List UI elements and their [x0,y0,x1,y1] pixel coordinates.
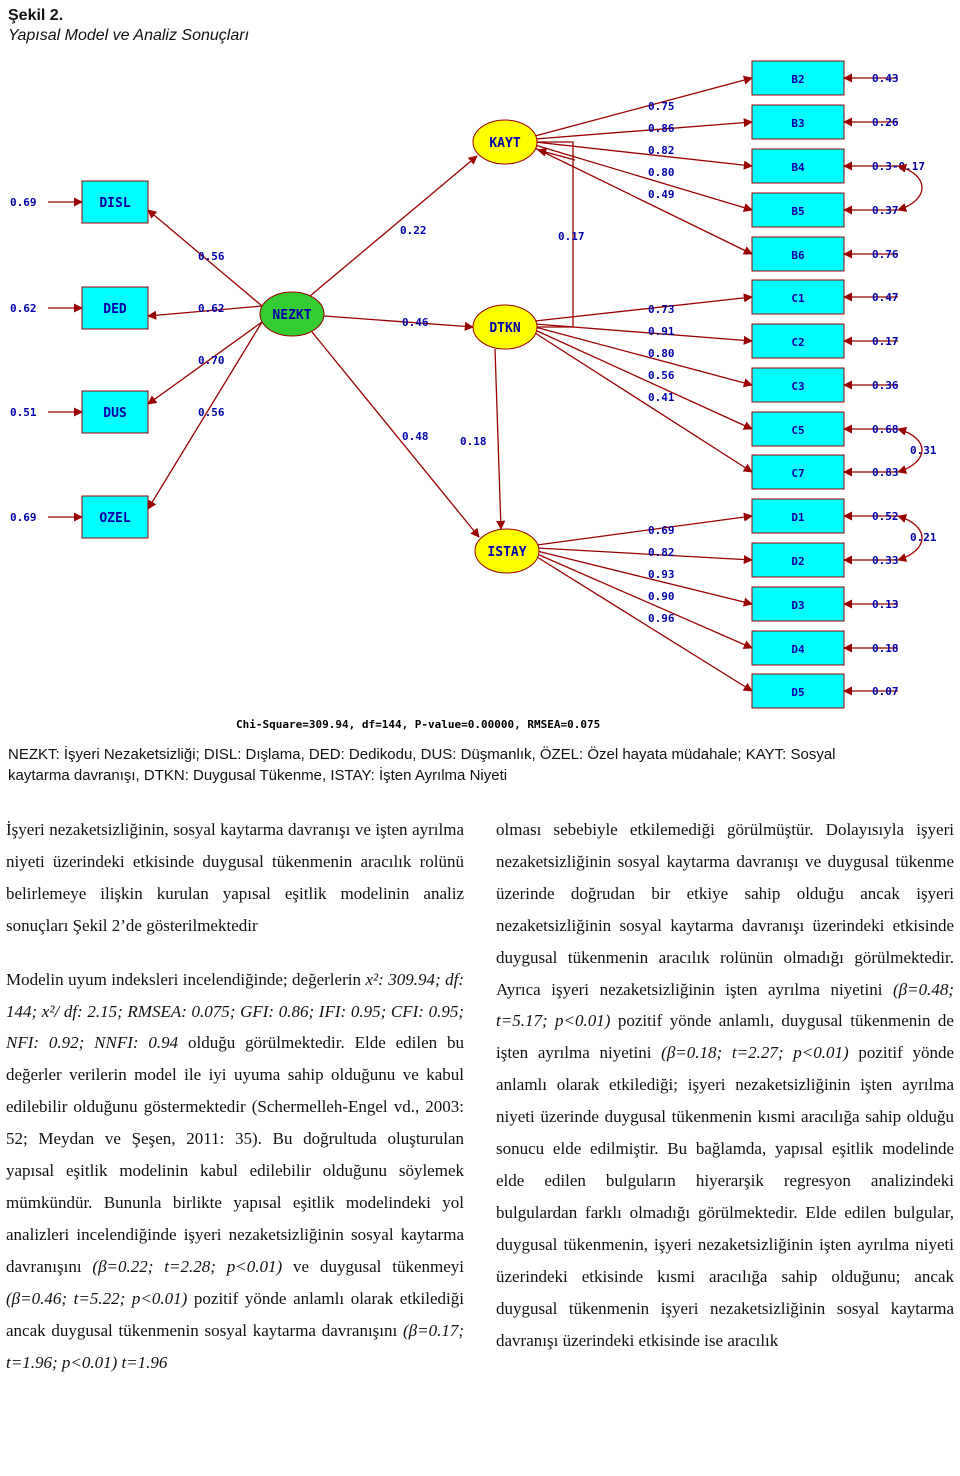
fit-conclusion: olduğu görülmektedir. Elde edilen bu değerler verilerin model ile iyi uyuma sahip olduğunu ve kabul edilebilir olduğunu göstermektedir (Schermelleh-Engel vd., 2003: 52; Meydan ve Şeşen, 2011: 35). Bu doğrultuda oluşturulan yapısal eşitlik modelinin kabul edilebilir olduğunu söylemek mümkündür. Bununla birlikte yapısal eşitlik modelindeki yol analizleri incelendiğinde işyeri nezaketsizliğinin sosyal kaytarma davranışını [6,1033,464,1276]
error-value-ded: 0.62 [10,302,37,315]
indicator-label-d4: D4 [791,643,805,656]
path-value-nezkt-kayt: 0.22 [400,224,427,237]
latent-label-kayt: KAYT [489,136,521,151]
indicator-label-ded: DED [103,302,127,317]
stat-kayt: (β=0.22; t=2.28; p<0.01) [92,1256,283,1276]
latent-label-dtkn: DTKN [489,321,521,336]
path-value-nezkt-dtkn: 0.46 [402,316,429,329]
loading-value-dtkn-5: 0.41 [648,391,675,404]
loading-value-istay-3: 0.93 [648,568,675,581]
stat-istay: (β=0.48; t=5.17; p<0.01) [496,979,954,1031]
loading-arrow-c5 [535,330,752,429]
path-nezkt-istay [312,332,479,537]
loading-value-dtkn-2: 0.91 [648,325,675,338]
paragraph-1: İşyeri nezaketsizliğinin, sosyal kaytarma davranışı ve işten ayrılma niyeti üzerindeki etkisinde duygusal tükenmenin aracılık rolünü belirlemeye ilişkin kurulan yapısal eşitlik modelinin analiz sonuçları Şekil 2’de gösterilmektedir [6,820,464,935]
loading-arrow-d4 [537,554,752,648]
figure-subtitle: Yapısal Model ve Analiz Sonuçları [8,27,250,44]
indicator-label-d2: D2 [791,555,805,568]
sem-path-diagram [0,50,960,740]
error-value-d4: 0.18 [872,642,899,655]
indicator-label-d5: D5 [791,686,805,699]
error-value-dus: 0.51 [10,406,37,419]
loading-arrow-b2 [535,78,752,136]
indicator-label-c5: C5 [791,424,805,437]
error-value-d1: 0.52 [872,510,899,523]
indicator-label-c3: C3 [791,380,805,393]
text-right-c: pozitif yönde anlamlı, duygusal tükenmenin de işten ayrılma niyetini [496,1011,954,1063]
error-value-b2: 0.43 [872,72,899,85]
caption-line-1: NEZKT: İşyeri Nezaketsizliği; DISL: Dışlama, DED: Dedikodu, DUS: Düşmanlık, ÖZEL: Özel hayata müdahale; KAYT: Sosyal [8,746,836,763]
left-text-column [6,814,464,1378]
loading-value-dtkn-3: 0.80 [648,347,675,360]
error-value-c5: 0.68 [872,423,899,436]
loading-arrow-d2 [537,548,752,560]
figure-number: Şekil 2. [8,7,64,24]
indicator-label-c7: C7 [791,467,805,480]
error-value-b3: 0.26 [872,116,899,129]
error-value-c7: 0.83 [872,466,899,479]
stat-dtkn-istay: (β=0.18; t=2.27; p<0.01) [661,1043,849,1063]
error-value-disl: 0.69 [10,196,37,209]
stat-dtkn-kayt: (β=0.17; t=1.96; p<0.01) t=1.96 [6,1320,464,1372]
path-nezkt-kayt [310,156,477,296]
loading-value-kayt-5: 0.49 [648,188,675,201]
loading-value-kayt-1: 0.75 [648,100,675,113]
loading-arrow-b5 [535,145,752,210]
loading-value-disl: 0.56 [198,250,225,263]
path-nezkt-dtkn [324,316,473,327]
loading-arrow-b4 [535,142,752,166]
indicator-label-b6: B6 [791,249,805,262]
indicator-label-b4: B4 [791,161,805,174]
loading-arrow-c1 [535,297,752,321]
error-value-d5: 0.07 [872,685,899,698]
error-value-b5: 0.37 [872,204,899,217]
covariance-value-c5-c7: 0.31 [910,444,937,457]
path-value-dtkn-kayt: 0.17 [558,230,585,243]
loading-value-kayt-4: 0.80 [648,166,675,179]
indicator-label-b3: B3 [791,117,805,130]
figure-caption [8,744,952,786]
path-dtkn-istay [495,349,501,529]
indicator-label-d3: D3 [791,599,805,612]
loading-arrow-b3 [535,122,752,139]
fit-indices: x²: 309.94; df: 144; x²/ df: 2.15; RMSEA: 0.075; GFI: 0.86; IFI: 0.95; CFI: 0.95; NFI: 0.92; NNFI: 0.94 [6,969,464,1053]
latent-label-nezkt: NEZKT [272,308,312,323]
indicator-label-disl: DISL [99,196,131,211]
path-value-dtkn-istay: 0.18 [460,435,487,448]
indicator-label-b2: B2 [791,73,805,86]
loading-value-dtkn-4: 0.56 [648,369,675,382]
loading-value-ded: 0.62 [198,302,225,315]
caption-line-2: kaytarma davranışı, DTKN: Duygusal Tükenme, ISTAY: İşten Ayrılma Niyeti [8,767,508,784]
loading-value-kayt-2: 0.86 [648,122,675,135]
loading-value-istay-5: 0.96 [648,612,675,625]
text-effect: pozitif yönde anlamlı olarak etkilediği ancak duygusal tükenmenin sosyal kaytarma davranışını [6,1288,464,1340]
loading-value-istay-1: 0.69 [648,524,675,537]
error-value-d3: 0.13 [872,598,899,611]
error-value-c2: 0.17 [872,335,899,348]
loading-value-dtkn-1: 0.73 [648,303,675,316]
error-value-b6: 0.76 [872,248,899,261]
indicator-label-c1: C1 [791,292,805,305]
indicator-label-b5: B5 [791,205,805,218]
paragraph-2 [6,964,464,1379]
indicator-label-ozel: OZEL [99,511,131,526]
indicator-label-dus: DUS [103,406,127,421]
indicator-label-d1: D1 [791,511,805,524]
stat-dtkn: (β=0.46; t=5.22; p<0.01) [6,1288,188,1308]
loading-arrow-c2 [535,324,752,341]
loading-value-dus: 0.70 [198,354,225,367]
text-and: ve duygusal tükenmeyi [282,1256,464,1276]
right-text-column [496,814,954,1356]
error-value-ozel: 0.69 [10,511,37,524]
covariance-value-d1-d2: 0.21 [910,531,937,544]
paragraph-3 [496,814,954,1356]
loading-value-ozel: 0.56 [198,406,225,419]
text-right-a: olması sebebiyle etkilemediği görülmüştür. Dolayısıyla işyeri nezaketsizliğinin sosyal kaytarma davranışı ve duygusal tükenme üzerinde doğrudan bir etkiye sahip olduğu ancak işyeri nezaketsizliğinin sosyal kaytarma davranışı üzerindeki etkisinde duygusal tükenmenin aracılık rolünün olmadığı görülmektedir. Ayrıca işyeri nezaketsizliğinin işten ayrılma niyetini [496,820,954,999]
figure-title [8,6,249,46]
error-value-b4: 0.3-0.17 [872,160,925,173]
latent-label-istay: ISTAY [487,545,527,560]
loading-value-istay-4: 0.90 [648,590,675,603]
loading-value-istay-2: 0.82 [648,546,675,559]
error-value-c1: 0.47 [872,291,899,304]
loading-arrow-c7 [535,333,752,472]
loading-arrow-d1 [537,516,752,545]
path-value-nezkt-istay: 0.48 [402,430,429,443]
text-right-e: pozitif yönde anlamlı olarak etkilediği; işyeri nezaketsizliğinin işten ayrılma niyeti üzerinde duygusal tükenmenin kısmi aracılığa sahip olduğu sonucu elde edilmiştir. Bu bağlamda, yapısal eşitlik modelinde elde edilen bulguların hiyerarşik regresyon analizindeki bulgulardan farklı olmadığı görülmektedir. Elde edilen bulgular, duygusal tükenmenin, işyeri nezaketsizliğinin işten ayrılma niyeti üzerindeki etkisinde kısmi aracılığa sahip olduğunu; ancak duygusal tükenmenin işyeri nezaketsizliğinin sosyal kaytarma davranışı üzerindeki etkisinde ise aracılık [496,1043,955,1350]
indicator-label-c2: C2 [791,336,805,349]
loading-arrow-c3 [535,327,752,385]
loading-value-kayt-3: 0.82 [648,144,675,157]
error-value-c3: 0.36 [872,379,899,392]
fit-statistics: Chi-Square=309.94, df=144, P-value=0.00000, RMSEA=0.075 [236,718,601,731]
error-value-d2: 0.33 [872,554,899,567]
fit-intro: Modelin uyum indeksleri incelendiğinde; değerlerin [6,969,366,989]
